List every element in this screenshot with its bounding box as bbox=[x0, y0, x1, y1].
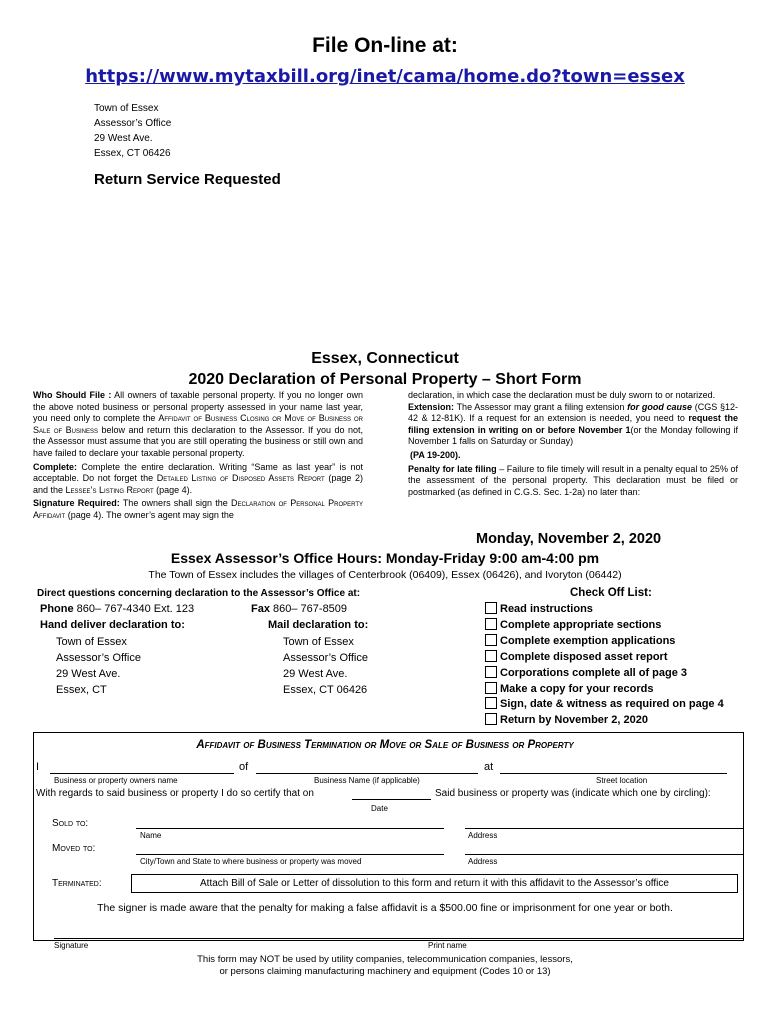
checkbox[interactable] bbox=[485, 650, 497, 662]
phone-number: 860– 767-4340 Ext. 123 bbox=[73, 603, 195, 615]
continued-text: declaration, in which case the declaration must be duly sworn to or notarized. bbox=[408, 390, 716, 400]
of-label: of bbox=[239, 761, 249, 773]
checkbox[interactable] bbox=[485, 602, 497, 614]
checklist bbox=[485, 602, 724, 729]
i-label: I bbox=[36, 761, 40, 773]
filing-url-link[interactable]: https://www.mytaxbill.org/inet/cama/home.do?town=essex bbox=[85, 66, 685, 87]
said-business-text: Said business or property was (indicate which one by circling): bbox=[435, 788, 711, 799]
phone-line bbox=[40, 603, 194, 615]
checklist-item[interactable] bbox=[485, 650, 724, 666]
address-line: 29 West Ave. bbox=[94, 133, 153, 144]
form-title-line1: Essex, Connecticut bbox=[311, 350, 459, 367]
sold-to-name-field[interactable] bbox=[136, 828, 444, 829]
checklist-item[interactable] bbox=[485, 713, 724, 729]
return-address bbox=[94, 101, 171, 161]
sig-text: The owners shall sign the bbox=[119, 498, 232, 509]
street-location-field[interactable] bbox=[500, 773, 727, 774]
penalty-label: Penalty for late filing bbox=[408, 463, 497, 474]
checklist-item[interactable] bbox=[485, 682, 724, 698]
complete-text3: (page 4). bbox=[153, 484, 193, 495]
instructions-right-column bbox=[408, 390, 738, 498]
moved-to-label: Moved to: bbox=[52, 843, 96, 854]
complete-text2: (page 2) and the bbox=[33, 473, 363, 495]
moved-to-address-field[interactable] bbox=[465, 854, 743, 855]
checklist-item-label: Corporations complete all of page 3 bbox=[500, 666, 688, 679]
due-date: Monday, November 2, 2020 bbox=[476, 531, 662, 547]
checkbox[interactable] bbox=[485, 634, 497, 646]
checklist-item-label: Complete exemption applications bbox=[500, 634, 676, 647]
print-name-caption: Print name bbox=[428, 941, 467, 950]
form-title-line2: 2020 Declaration of Personal Property – Short Form bbox=[188, 371, 582, 388]
address-line: Assessor’s Office bbox=[283, 652, 368, 664]
hand-deliver-address bbox=[56, 634, 141, 698]
fax-line bbox=[251, 603, 347, 615]
address-line: Essex, CT 06426 bbox=[283, 684, 368, 696]
address-caption: Address bbox=[468, 831, 498, 840]
extension-paragraph bbox=[408, 402, 738, 448]
signature-caption: Signature bbox=[54, 941, 89, 950]
checkbox[interactable] bbox=[485, 666, 497, 678]
checklist-item-label: Read instructions bbox=[500, 603, 593, 615]
ext-text2: (CGS §12-42 & 12-81K). If a request for an extension is needed, you need to bbox=[408, 401, 738, 424]
signature-paragraph bbox=[33, 498, 363, 521]
instructions-left-column bbox=[33, 390, 363, 522]
penalty-text: – Failure to file timely will result in a penalty equal to 25% of the assessment of the personal property. This declaration must be filed or postmarked (as defined in C.G.S. Sec. 1-2a) no later than: bbox=[408, 463, 738, 497]
checklist-title: Check Off List: bbox=[570, 587, 652, 599]
owner-caption: Business or property owners name bbox=[54, 776, 178, 785]
street-caption: Street location bbox=[596, 776, 648, 785]
checklist-item-label: Complete disposed asset report bbox=[500, 650, 668, 663]
complete-text: Complete the entire declaration. Writing “Same as last year” is not acceptable. Do not forget the bbox=[33, 461, 363, 484]
ext-text: The Assessor may grant a filing extension bbox=[454, 401, 628, 412]
affidavit-title: Affidavit of Business Termination or Move or Sale of Business or Property bbox=[196, 739, 574, 751]
checklist-item[interactable] bbox=[485, 634, 724, 650]
business-name-caption: Business Name (if applicable) bbox=[314, 776, 420, 785]
name-caption: Name bbox=[140, 831, 162, 840]
checklist-item-label: Sign, date & witness as required on page 4 bbox=[500, 698, 724, 711]
at-label: at bbox=[484, 761, 494, 773]
who-text: All owners of taxable personal property. If you no longer own the above noted business or personal property assessed in your name last year, you need only to complete the bbox=[33, 390, 363, 424]
address-line: Assessor’s Office bbox=[94, 118, 172, 129]
ext-deadline: request the filing extension in writing on or before November 1 bbox=[408, 413, 738, 435]
checklist-item[interactable] bbox=[485, 697, 724, 713]
declaration-affidavit-ref: Declaration of Personal Property Affidavit bbox=[33, 498, 364, 520]
address-line: Town of Essex bbox=[283, 636, 354, 648]
signature-line[interactable] bbox=[54, 938, 744, 939]
return-service-requested: Return Service Requested bbox=[94, 171, 281, 188]
address-line: Essex, CT bbox=[56, 684, 107, 696]
terminated-label: Terminated: bbox=[52, 878, 102, 889]
sig-text2: (page 4). The owner’s agent may sign the bbox=[65, 509, 234, 520]
checkbox[interactable] bbox=[485, 682, 497, 694]
checklist-item[interactable] bbox=[485, 618, 724, 634]
business-name-field[interactable] bbox=[256, 773, 478, 774]
address-line: Essex, CT 06426 bbox=[94, 148, 171, 159]
phone-label: Phone bbox=[40, 603, 74, 615]
footer-line1: This form may NOT be used by utility companies, telecommunication companies, lessors, bbox=[197, 954, 573, 965]
checklist-item[interactable] bbox=[485, 666, 724, 682]
checklist-item-label: Return by November 2, 2020 bbox=[500, 714, 648, 727]
hand-deliver-label: Hand deliver declaration to: bbox=[40, 619, 185, 631]
pa-reference: (PA 19-200). bbox=[410, 449, 461, 460]
footer-line2: or persons claiming manufacturing machinery and equipment (Codes 10 or 13) bbox=[219, 966, 551, 977]
sold-to-address-field[interactable] bbox=[465, 828, 743, 829]
mail-address bbox=[283, 634, 368, 698]
signature-required-label: Signature Required: bbox=[33, 498, 120, 509]
ext-text3: (or the Monday following if November 1 falls on Saturday or Sunday) bbox=[408, 424, 738, 447]
who-should-file-paragraph bbox=[33, 390, 363, 460]
complete-paragraph bbox=[33, 462, 363, 497]
lessee-report-ref: Lessee’s Listing Report bbox=[65, 484, 154, 495]
mail-label: Mail declaration to: bbox=[268, 619, 369, 631]
date-field[interactable] bbox=[352, 799, 431, 800]
complete-label: Complete: bbox=[33, 461, 78, 472]
address-line: 29 West Ave. bbox=[283, 668, 348, 680]
false-affidavit-warning: The signer is made aware that the penalty for making a false affidavit is a $500.00 fine or imprisonment for one year or both. bbox=[97, 902, 673, 914]
page-title: File On-line at: bbox=[312, 34, 458, 57]
who-should-file-label: Who Should File : bbox=[33, 390, 112, 400]
fax-number: 860– 767-8509 bbox=[269, 603, 348, 615]
office-hours: Essex Assessor’s Office Hours: Monday-Friday 9:00 am-4:00 pm bbox=[170, 550, 600, 566]
checkbox[interactable] bbox=[485, 618, 497, 630]
checkbox[interactable] bbox=[485, 713, 497, 725]
disposed-assets-ref: Detailed Listing of Disposed Assets Report bbox=[156, 473, 325, 484]
date-caption: Date bbox=[371, 804, 388, 813]
villages-note: The Town of Essex includes the villages of Centerbrook (06409), Essex (06426), and Ivoryton (06442) bbox=[148, 569, 622, 581]
direct-questions: Direct questions concerning declaration to the Assessor’s Office at: bbox=[37, 588, 361, 599]
address-line: Town of Essex bbox=[56, 636, 127, 648]
address-line: Assessor’s Office bbox=[56, 652, 141, 664]
checklist-item-label: Make a copy for your records bbox=[500, 682, 654, 695]
affidavit-ref: Affidavit of Business Closing or Move of Business or Sale of Business bbox=[33, 413, 363, 435]
checkbox[interactable] bbox=[485, 697, 497, 709]
checklist-item-label: Complete appropriate sections bbox=[500, 618, 662, 631]
checklist-item[interactable] bbox=[485, 602, 724, 618]
penalty-paragraph bbox=[408, 464, 738, 499]
sold-to-label: Sold to: bbox=[52, 818, 89, 829]
who-text2: below and return this declaration to the Assessor. If you do not, the Assessor must assume that you are still operating the business or still own and have failed to declare your taxable personal property. bbox=[33, 424, 363, 458]
address-line: Town of Essex bbox=[94, 103, 159, 114]
extension-label: Extension: bbox=[408, 401, 455, 412]
fax-label: Fax bbox=[251, 603, 270, 615]
address-line: 29 West Ave. bbox=[56, 668, 121, 680]
terminated-instructions-box: Attach Bill of Sale or Letter of dissolution to this form and return it with this affidavit to the Assessor’s office bbox=[131, 874, 738, 893]
ext-good-cause: for good cause bbox=[627, 401, 693, 412]
regards-text: With regards to said business or property I do so certify that on bbox=[36, 788, 314, 799]
address-caption-2: Address bbox=[468, 857, 498, 866]
city-caption: City/Town and State to where business or property was moved bbox=[140, 857, 362, 866]
moved-to-city-field[interactable] bbox=[136, 854, 444, 855]
owner-name-field[interactable] bbox=[50, 773, 234, 774]
